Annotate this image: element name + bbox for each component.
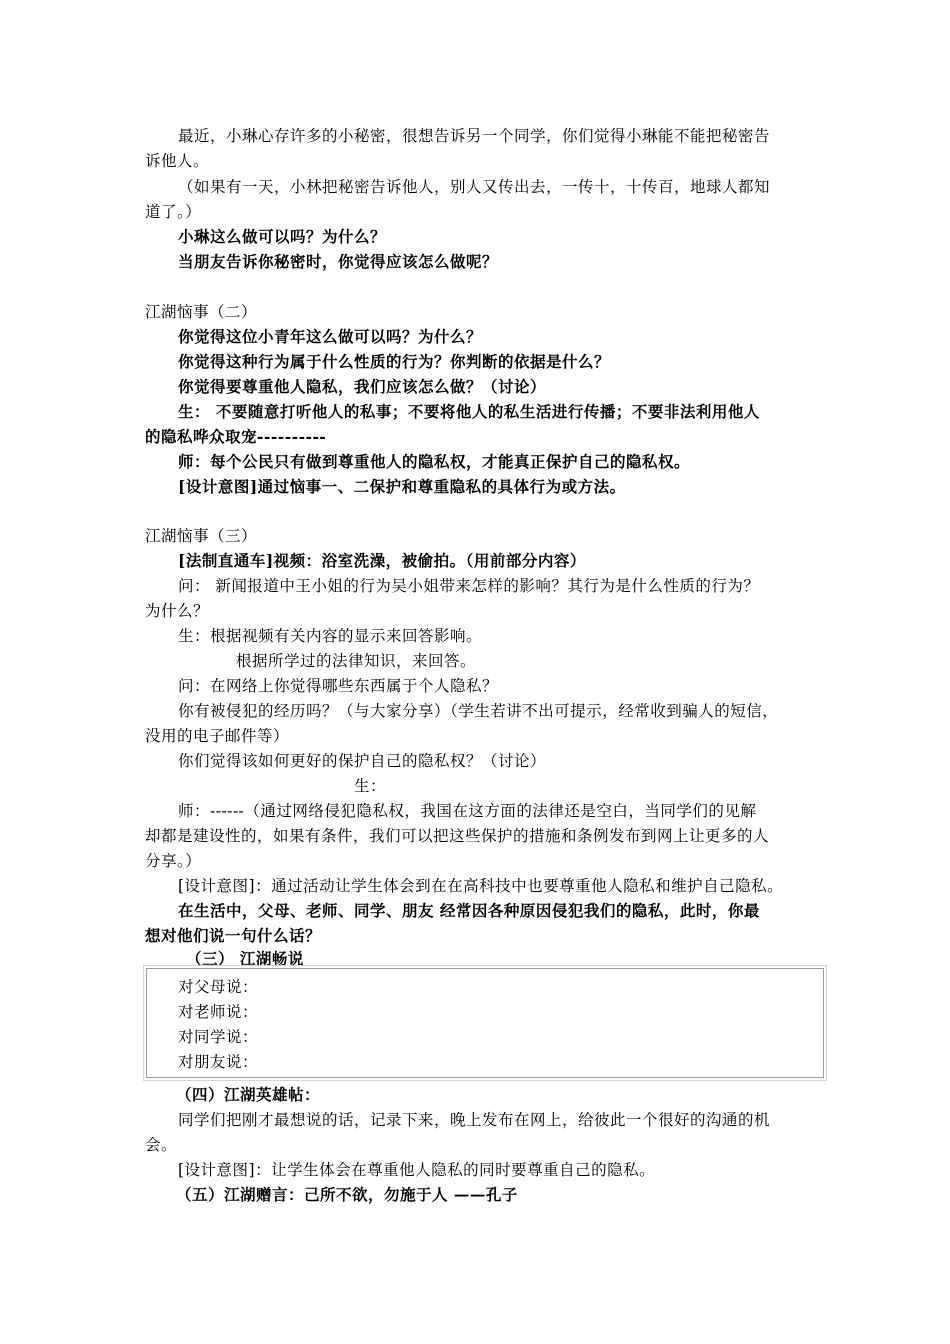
answer-line: 生： <box>354 777 387 795</box>
paragraph-line: 道了。） <box>145 203 202 221</box>
box-line-teachers: 对老师说： <box>178 1003 259 1021</box>
question-line: 你们觉得该如何更好的保护自己的隐私权？（讨论） <box>178 752 547 770</box>
emphasis-line: 想对他们说一句什么话？ <box>145 926 322 945</box>
question-line: 你有被侵犯的经历吗？（与大家分享）（学生若讲不出可提示，经常收到骗人的短信， <box>178 702 779 720</box>
student-answer-line: 的隐私哗众取宠---------- <box>145 427 327 446</box>
section-heading: （四）江湖英雄帖： <box>176 1085 321 1104</box>
paragraph-line: 会。 <box>145 1136 178 1154</box>
question-line: 小琳这么做可以吗？为什么？ <box>178 227 387 246</box>
section-heading: （五）江湖赠言：己所不欲，勿施于人 ——孔子 <box>176 1185 518 1204</box>
question-line: 没用的电子邮件等） <box>145 727 290 745</box>
paragraph-line: （如果有一天，小林把秘密告诉他人，别人又传出去，一传十，十传百，地球人都知 <box>178 178 771 196</box>
box-line-parents: 对父母说： <box>178 978 259 996</box>
emphasis-line: 在生活中，父母、老师、同学、朋友 经常因各种原因侵犯我们的隐私，此时，你最 <box>178 901 760 920</box>
teacher-line: 师：------（通过网络侵犯隐私权，我国在这方面的法律还是空白，当同学们的见解 <box>178 802 757 820</box>
question-line: 为什么？ <box>145 602 210 620</box>
section-heading: 江湖恼事（二） <box>145 303 258 321</box>
teacher-line: 分享。） <box>145 852 202 870</box>
question-line: 你觉得这种行为属于什么性质的行为？你判断的依据是什么？ <box>178 352 611 371</box>
design-intent-line: [设计意图]：通过活动让学生体会到在在高科技中也要尊重他人隐私和维护自己隐私。 <box>178 877 784 895</box>
paragraph-line: 最近，小琳心存许多的小秘密，很想告诉另一个同学，你们觉得小琳能不能把秘密告 <box>178 127 771 145</box>
section-heading: （三） 江湖畅说 <box>186 949 304 968</box>
box-line-classmates: 对同学说： <box>178 1028 259 1046</box>
answer-line: 根据所学过的法律知识，来回答。 <box>236 652 477 670</box>
teacher-line: 师：每个公民只有做到尊重他人的隐私权，才能真正保护自己的隐私权。 <box>178 452 691 471</box>
student-answer-line: 生： 不要随意打听他人的私事；不要将他人的私生活进行传播；不要非法利用他人 <box>178 402 760 421</box>
question-line: 你觉得要尊重他人隐私，我们应该怎么做？（讨论） <box>178 377 547 396</box>
box-line-friends: 对朋友说： <box>178 1053 259 1071</box>
question-line: 问： 新闻报道中王小姐的行为吴小姐带来怎样的影响？其行为是什么性质的行为？ <box>178 577 760 595</box>
video-line: [法制直通车]视频：浴室洗澡，被偷拍。（用前部分内容） <box>178 551 586 570</box>
question-line: 当朋友告诉你秘密时，你觉得应该怎么做呢？ <box>178 252 499 271</box>
design-intent-line: [设计意图]通过恼事一、二保护和尊重隐私的具体行为或方法。 <box>178 477 626 496</box>
speech-box <box>146 968 824 1078</box>
teacher-line: 却都是建设性的，如果有条件，我们可以把这些保护的措施和条例发布到网上让更多的人 <box>145 827 770 845</box>
paragraph-line: 同学们把刚才最想说的话，记录下来，晚上发布在网上，给彼此一个很好的沟通的机 <box>178 1111 771 1129</box>
design-intent-line: [设计意图]：让学生体会在尊重他人隐私的同时要尊重自己的隐私。 <box>178 1161 656 1179</box>
answer-line: 生：根据视频有关内容的显示来回答影响。 <box>178 627 483 645</box>
section-heading: 江湖恼事（三） <box>145 527 258 545</box>
question-line: 问：在网络上你觉得哪些东西属于个人隐私？ <box>178 677 499 695</box>
question-line: 你觉得这位小青年这么做可以吗？为什么？ <box>178 327 483 346</box>
paragraph-line: 诉他人。 <box>145 152 210 170</box>
